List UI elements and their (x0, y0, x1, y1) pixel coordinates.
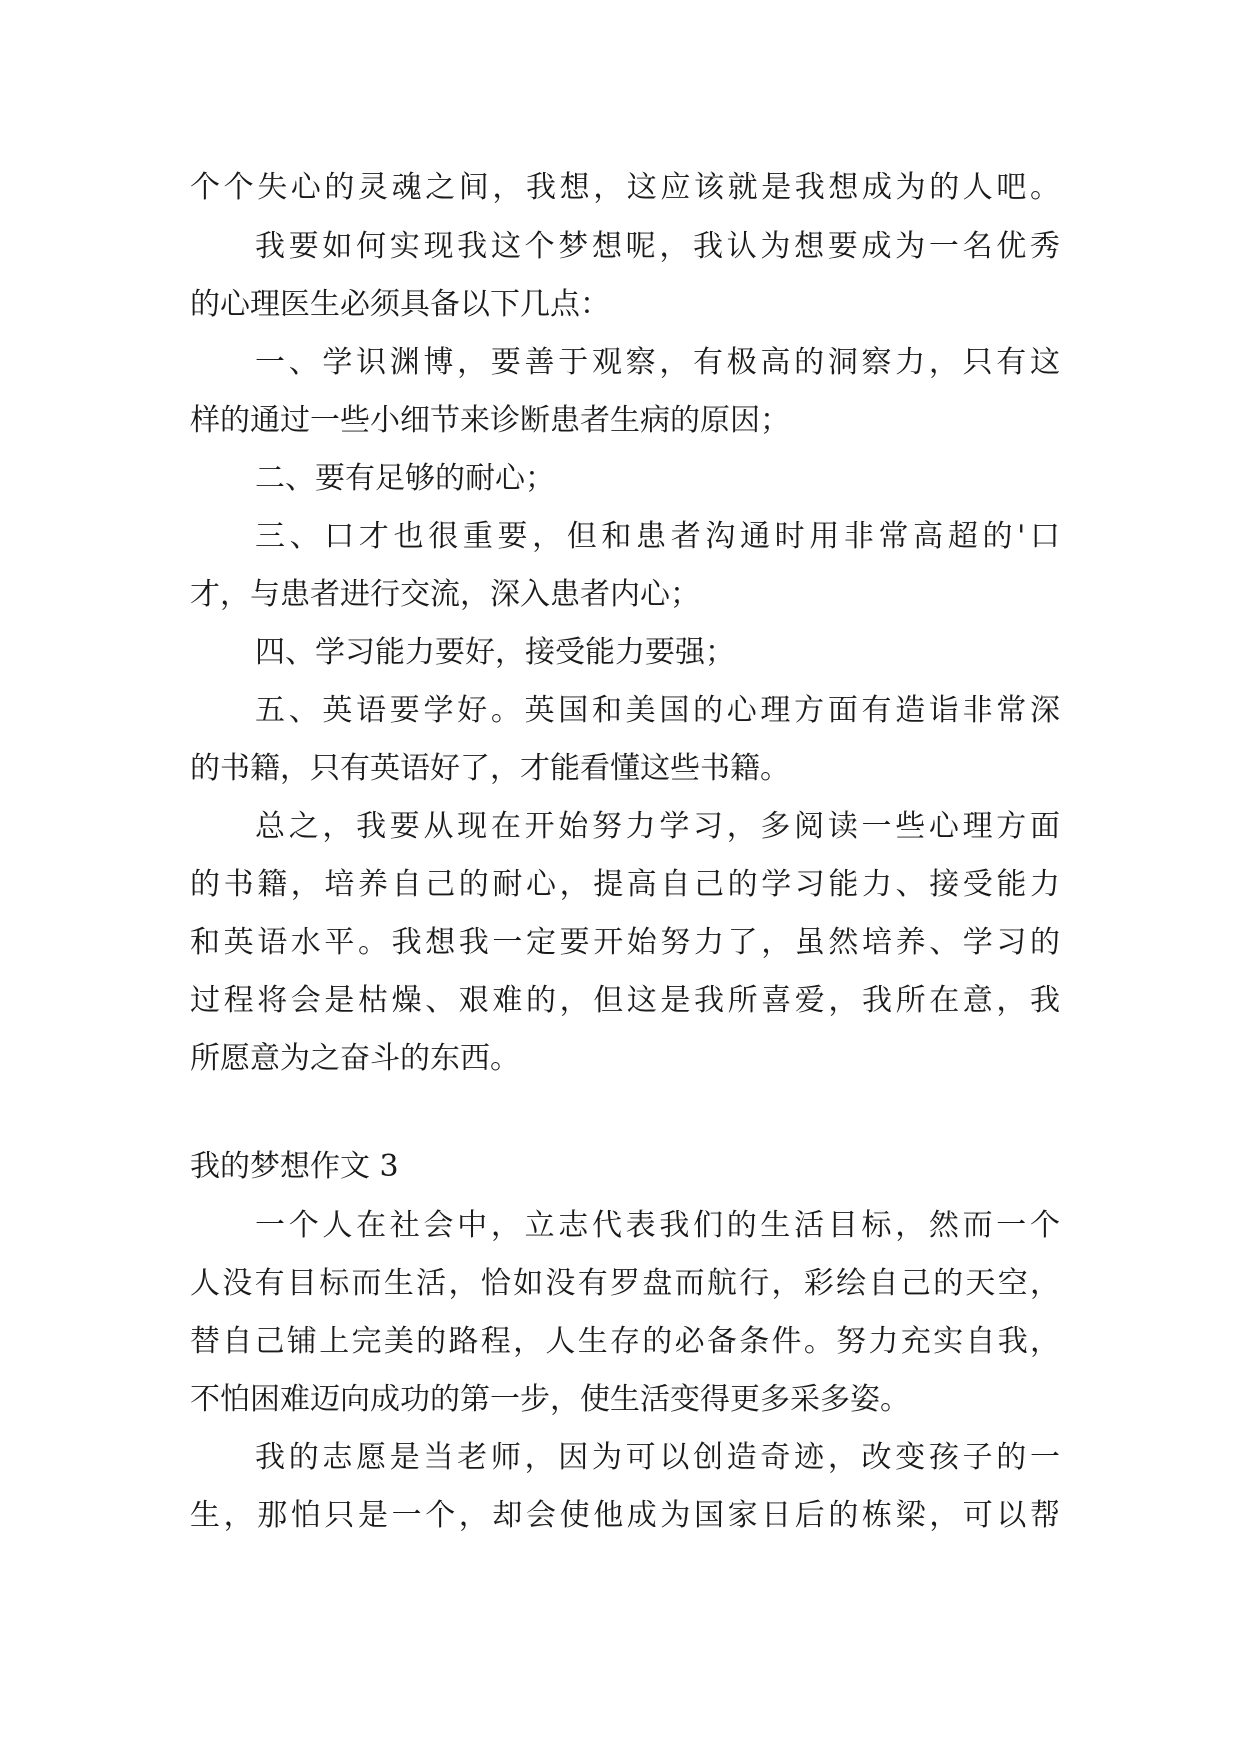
paragraph-line: 不怕困难迈向成功的第一步，使生活变得更多采多姿。 (190, 1382, 910, 1417)
paragraph-line: 替自己铺上完美的路程，人生存的必备条件。努力充实自我， (190, 1324, 1060, 1359)
paragraph-line: 一个人在社会中，立志代表我们的生活目标，然而一个 (255, 1208, 1060, 1243)
paragraph-line: 的心理医生必须具备以下几点： (190, 287, 610, 322)
paragraph-line: 的书籍，只有英语好了，才能看懂这些书籍。 (190, 751, 790, 786)
paragraph-line: 过程将会是枯燥、艰难的，但这是我所喜爱，我所在意，我 (190, 983, 1060, 1018)
paragraph-line: 我要如何实现我这个梦想呢，我认为想要成为一名优秀 (255, 229, 1060, 264)
paragraph-line: 一、学识渊博，要善于观察，有极高的洞察力，只有这 (255, 345, 1060, 380)
section-title: 我的梦想作文 3 (190, 1149, 399, 1184)
paragraph-line: 四、学习能力要好，接受能力要强； (255, 635, 735, 670)
paragraph-line: 样的通过一些小细节来诊断患者生病的原因； (190, 403, 790, 438)
paragraph-line: 才，与患者进行交流，深入患者内心； (190, 577, 700, 612)
paragraph-line: 三、口才也很重要，但和患者沟通时用非常高超的'口 (255, 519, 1060, 554)
paragraph-line: 五、英语要学好。英国和美国的心理方面有造诣非常深 (255, 693, 1060, 728)
paragraph-line: 的书籍，培养自己的耐心，提高自己的学习能力、接受能力 (190, 867, 1060, 902)
paragraph-line: 和英语水平。我想我一定要开始努力了，虽然培养、学习的 (190, 925, 1060, 960)
paragraph-line: 人没有目标而生活，恰如没有罗盘而航行，彩绘自己的天空， (190, 1266, 1060, 1301)
paragraph-line: 我的志愿是当老师，因为可以创造奇迹，改变孩子的一 (255, 1440, 1060, 1475)
paragraph-line: 二、要有足够的耐心； (255, 461, 555, 496)
paragraph-line: 个个失心的灵魂之间，我想，这应该就是我想成为的人吧。 (190, 170, 1060, 205)
paragraph-line: 总之，我要从现在开始努力学习，多阅读一些心理方面 (255, 809, 1060, 844)
paragraph-line: 生，那怕只是一个，却会使他成为国家日后的栋梁，可以帮 (190, 1498, 1060, 1533)
paragraph-line: 所愿意为之奋斗的东西。 (190, 1041, 520, 1076)
